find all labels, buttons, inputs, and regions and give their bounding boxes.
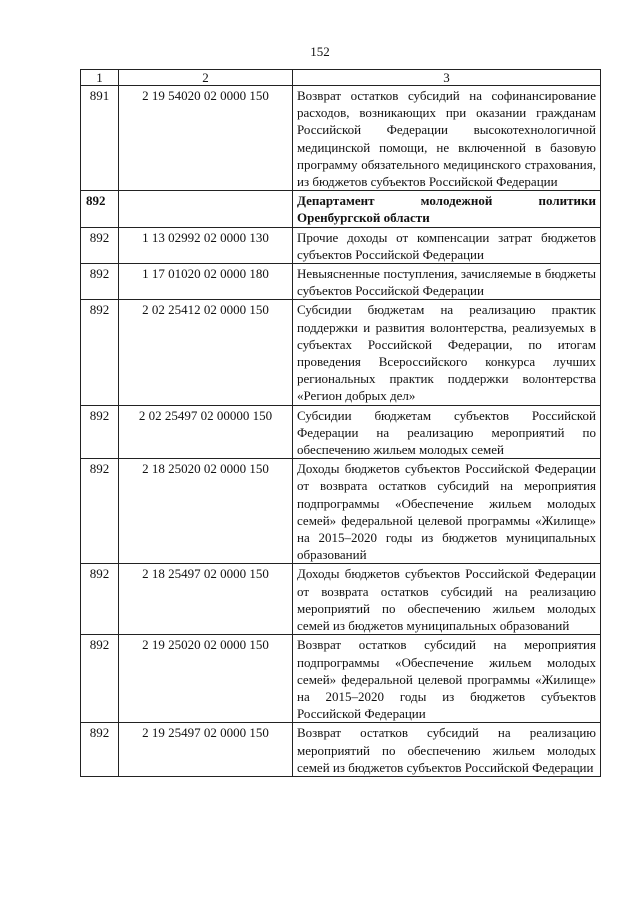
budget-classification-table — [80, 69, 601, 777]
chapter-code: 892 — [81, 723, 119, 777]
revenue-code: 2 19 25497 02 0000 150 — [119, 723, 293, 777]
department-name: Департамент молодежной политики Оренбургской области — [293, 191, 601, 227]
revenue-code: 2 19 54020 02 0000 150 — [119, 86, 293, 191]
chapter-code: 892 — [81, 564, 119, 635]
revenue-name: Возврат остатков субсидий на софинансирование расходов, возникающих при оказании гражданам Российской Федерации высокотехнологичной медицинской помощи, не включенной в базовую программу обязательного медицинского страхования, из бюджетов субъектов Российской Федерации — [293, 86, 601, 191]
revenue-code: 2 19 25020 02 0000 150 — [119, 635, 293, 723]
chapter-code: 892 — [81, 635, 119, 723]
table-row — [81, 264, 601, 300]
table-row — [81, 405, 601, 459]
page-number: 152 — [310, 44, 330, 59]
table-row — [81, 564, 601, 635]
revenue-name: Доходы бюджетов субъектов Российской Федерации от возврата остатков субсидий на мероприятия подпрограммы «Обеспечение жильем молодых семей» федеральной целевой программы «Жилище» на 2015–2020 годы из бюджетов муниципальных образований — [293, 459, 601, 564]
revenue-code: 1 17 01020 02 0000 180 — [119, 264, 293, 300]
revenue-code — [119, 191, 293, 227]
department-row — [81, 191, 601, 227]
table-row — [81, 459, 601, 564]
chapter-code: 892 — [81, 459, 119, 564]
revenue-code: 2 02 25497 02 00000 150 — [119, 405, 293, 459]
chapter-code: 892 — [81, 405, 119, 459]
revenue-name: Субсидии бюджетам субъектов Российской Федерации на реализацию мероприятий по обеспечению жильем молодых семей — [293, 405, 601, 459]
table-row — [81, 300, 601, 405]
header-col-1: 1 — [81, 70, 119, 86]
table-row — [81, 635, 601, 723]
revenue-name: Субсидии бюджетам на реализацию практик поддержки и развития волонтерства, реализуемых в субъектах Российской Федерации, по итогам проведения Всероссийского конкурса лучших региональных практик поддержки волонтерства «Регион добрых дел» — [293, 300, 601, 405]
chapter-code: 892 — [81, 191, 119, 227]
revenue-name: Возврат остатков субсидий на мероприятия подпрограммы «Обеспечение жильем молодых семей» федеральной целевой программы «Жилище» на 2015–2020 годы из бюджетов субъектов Российской Федерации — [293, 635, 601, 723]
revenue-name: Невыясненные поступления, зачисляемые в бюджеты субъектов Российской Федерации — [293, 264, 601, 300]
revenue-name: Доходы бюджетов субъектов Российской Федерации от возврата остатков субсидий на реализацию мероприятий по обеспечению жильем молодых семей из бюджетов муниципальных образований — [293, 564, 601, 635]
chapter-code: 892 — [81, 227, 119, 263]
revenue-code: 2 18 25497 02 0000 150 — [119, 564, 293, 635]
revenue-name: Прочие доходы от компенсации затрат бюджетов субъектов Российской Федерации — [293, 227, 601, 263]
table-row — [81, 227, 601, 263]
table-row — [81, 86, 601, 191]
table-header-row — [81, 70, 601, 86]
revenue-code: 1 13 02992 02 0000 130 — [119, 227, 293, 263]
chapter-code: 892 — [81, 300, 119, 405]
chapter-code: 892 — [81, 264, 119, 300]
revenue-name: Возврат остатков субсидий на реализацию мероприятий по обеспечению жильем молодых семей из бюджетов субъектов Российской Федерации — [293, 723, 601, 777]
revenue-code: 2 02 25412 02 0000 150 — [119, 300, 293, 405]
revenue-code: 2 18 25020 02 0000 150 — [119, 459, 293, 564]
chapter-code: 891 — [81, 86, 119, 191]
header-col-2: 2 — [119, 70, 293, 86]
header-col-3: 3 — [293, 70, 601, 86]
table-row — [81, 723, 601, 777]
